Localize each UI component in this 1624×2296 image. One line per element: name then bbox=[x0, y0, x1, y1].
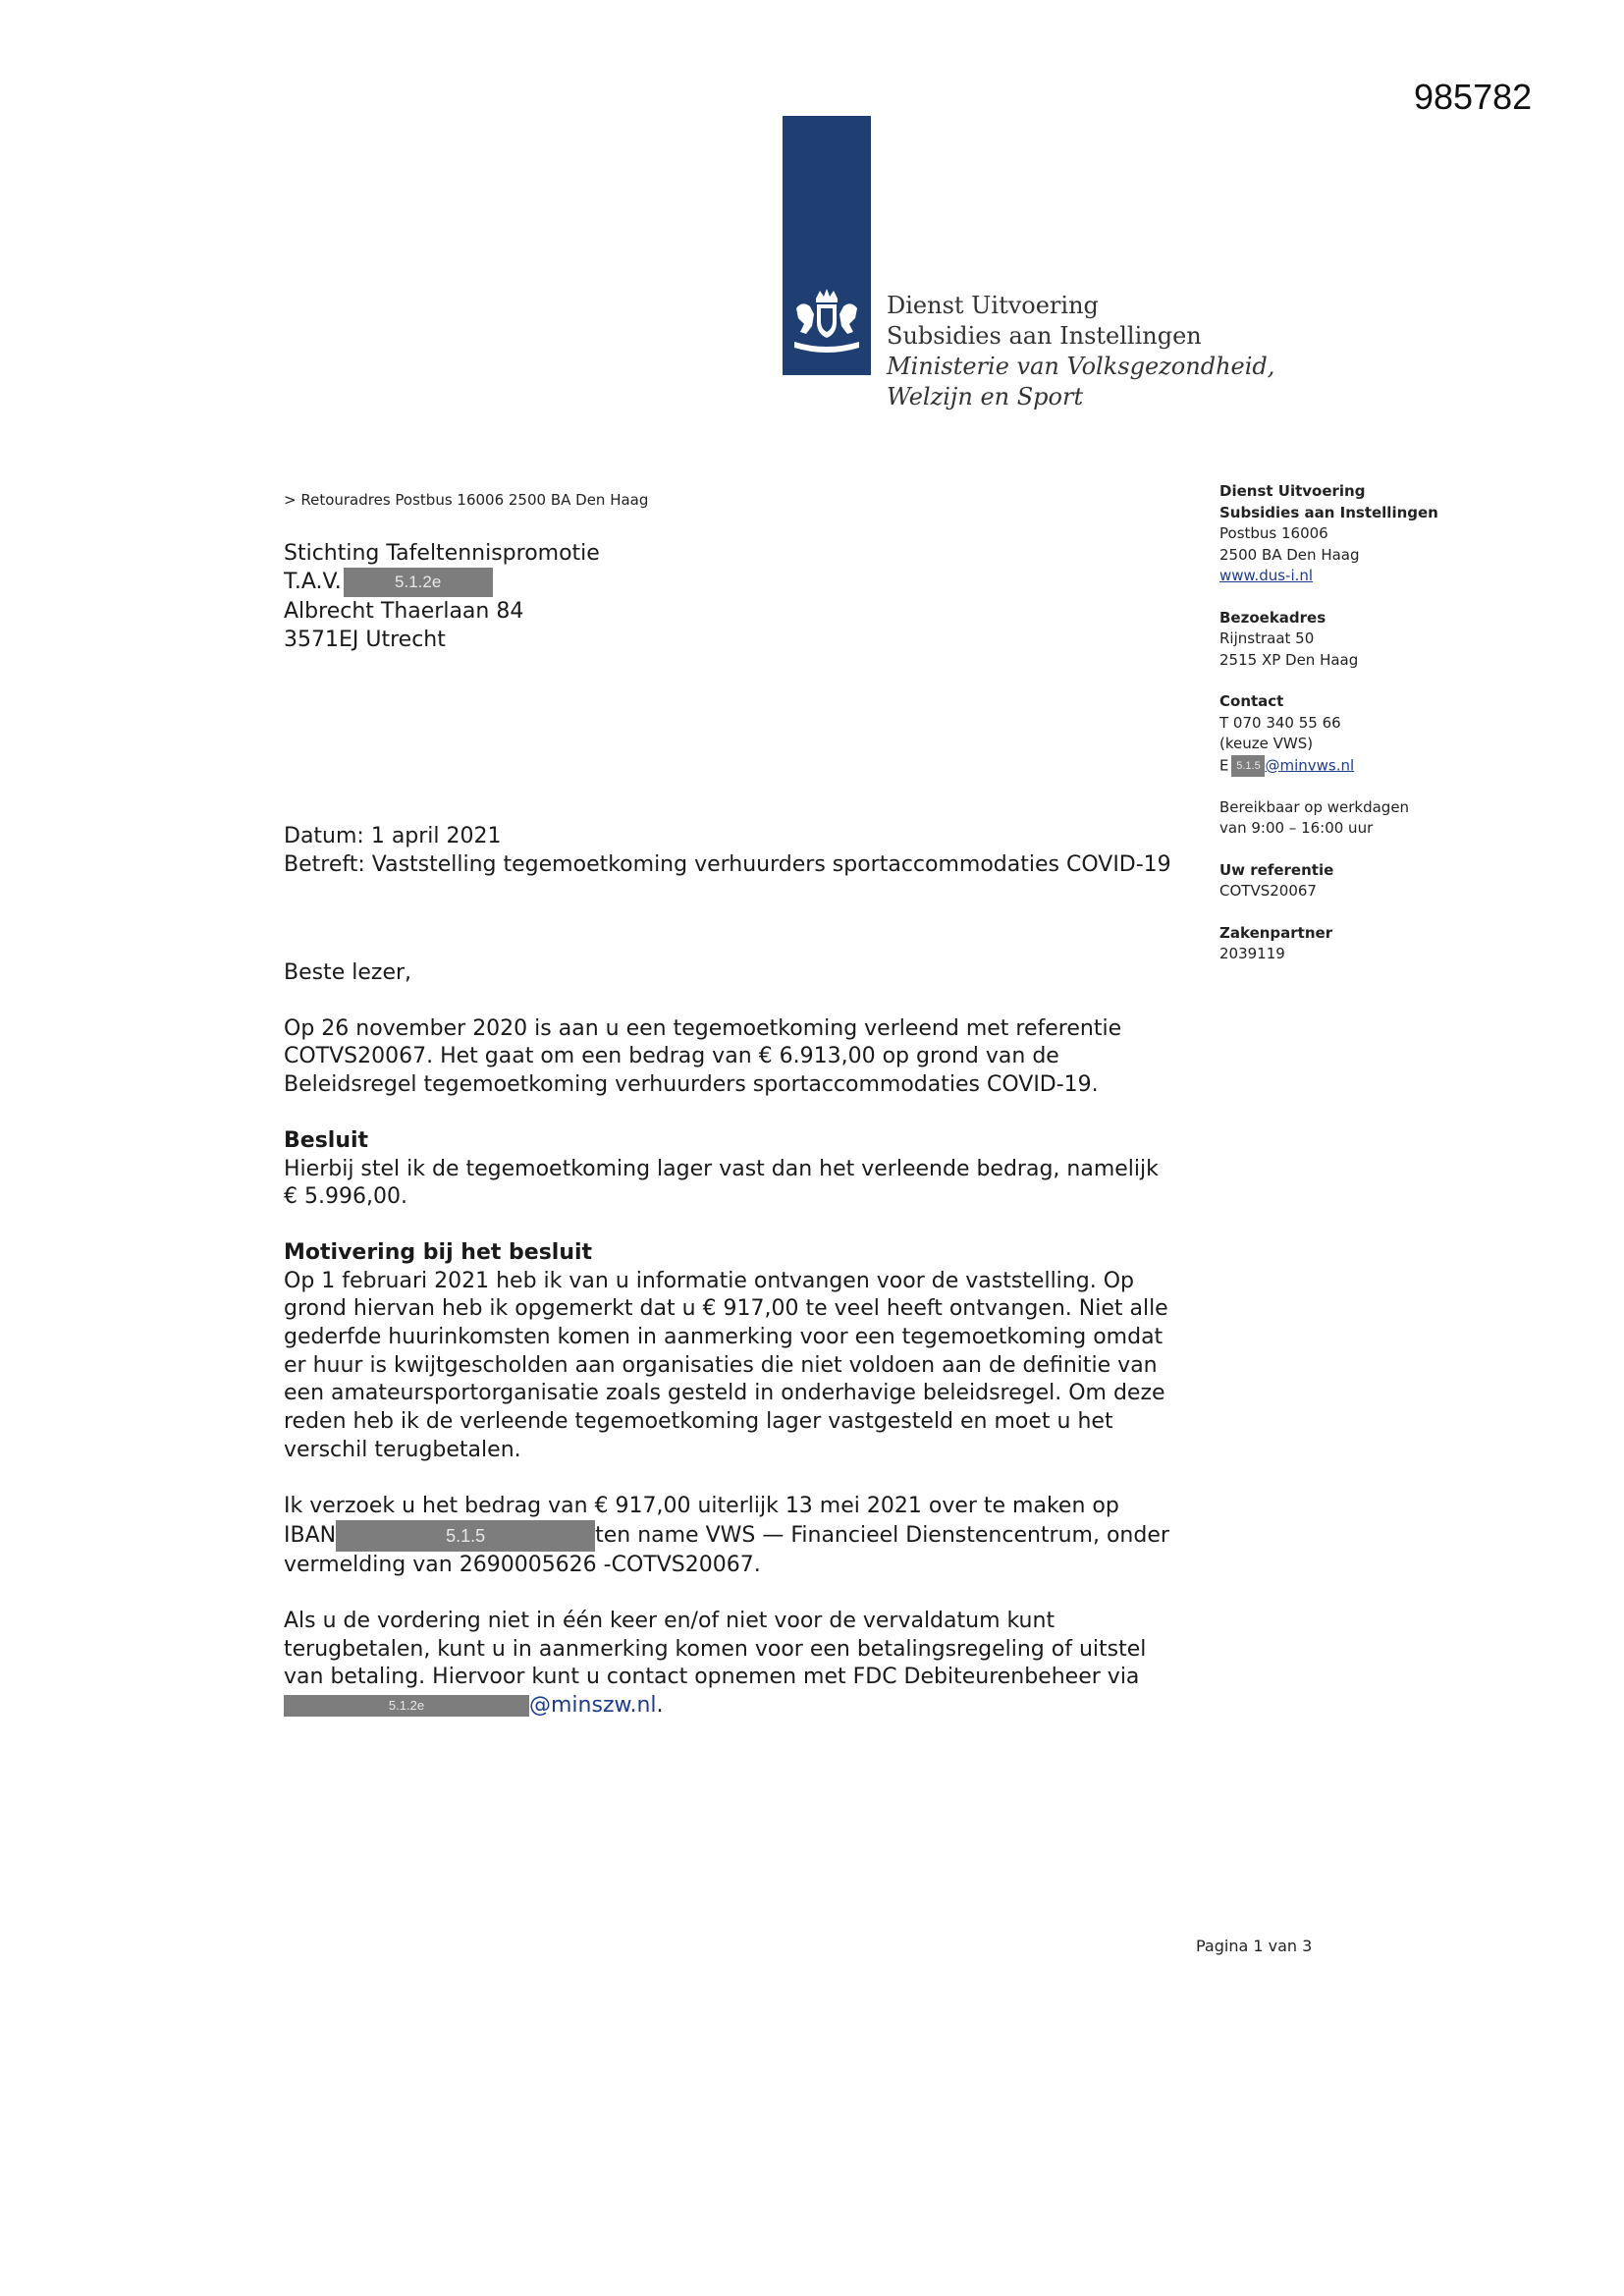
phone-number: T 070 340 55 66 bbox=[1219, 713, 1341, 732]
redaction-block: 5.1.2e bbox=[344, 568, 493, 597]
text-line: COTVS20067. Het gaat om een bedrag van € 6.913,00 op grond van de bbox=[284, 1044, 1059, 1069]
sidebar-heading: Uw referentie bbox=[1219, 860, 1334, 879]
redaction-block: 5.1.2e bbox=[284, 1695, 529, 1717]
recipient-name: Stichting Tafeltennispromotie bbox=[284, 541, 600, 566]
arrangement-paragraph bbox=[284, 1608, 1187, 1721]
sidebar-text: van 9:00 – 16:00 uur bbox=[1219, 819, 1374, 837]
contact-email bbox=[1219, 755, 1475, 777]
text-line: reden heb ik de verleende tegemoetkoming lager vastgesteld en moet u het bbox=[284, 1409, 1113, 1435]
coat-of-arms-icon bbox=[790, 287, 863, 357]
text-line: gederfde huurinkomsten komen in aanmerking voor een tegemoetkoming omdat bbox=[284, 1325, 1164, 1350]
logo-line: Dienst Uitvoering bbox=[887, 292, 1099, 319]
text-line: een amateursportorganisatie zoals gesteld in onderhavige beleidsregel. Om deze bbox=[284, 1381, 1165, 1406]
text-line: van betaling. Hiervoor kunt u contact opnemen met FDC Debiteurenbeheer via bbox=[284, 1665, 1140, 1690]
logo-line: Ministerie van Volksgezondheid, bbox=[887, 353, 1275, 380]
sidebar-text: 2039119 bbox=[1219, 945, 1285, 962]
partner-block bbox=[1219, 923, 1475, 965]
rijksoverheid-logo bbox=[783, 116, 871, 375]
recipient-street: Albrecht Thaerlaan 84 bbox=[284, 599, 524, 624]
text-line: grond hiervan heb ik opgemerkt dat u € 917,00 te veel heeft ontvangen. Niet alle bbox=[284, 1296, 1168, 1322]
return-address: > Retouradres Postbus 16006 2500 BA Den Haag bbox=[284, 491, 649, 509]
sidebar-heading: Zakenpartner bbox=[1219, 923, 1333, 942]
text-line: Ik verzoek u het bedrag van € 917,00 uiterlijk 13 mei 2021 over te maken op bbox=[284, 1493, 1119, 1518]
document-number: 985782 bbox=[1414, 77, 1533, 117]
text-line: er huur is kwijtgescholden aan organisaties die niet voldoen aan de definitie van bbox=[284, 1352, 1158, 1378]
letter-subject: Betreft: Vaststelling tegemoetkoming verhuurders sportaccommodaties COVID-19 bbox=[284, 852, 1171, 877]
motivation-section bbox=[284, 1239, 1187, 1465]
sidebar-text: 2500 BA Den Haag bbox=[1219, 545, 1360, 564]
intro-paragraph bbox=[284, 1015, 1187, 1100]
text-fragment: . bbox=[656, 1693, 664, 1719]
section-heading: Motivering bij het besluit bbox=[284, 1239, 593, 1265]
email-prefix: E bbox=[1219, 756, 1229, 774]
text-line: Op 26 november 2020 is aan u een tegemoetkoming verleend met referentie bbox=[284, 1015, 1122, 1041]
sidebar-heading: Contact bbox=[1219, 692, 1284, 710]
attention-prefix: T.A.V. bbox=[284, 570, 342, 594]
recipient-attention bbox=[284, 568, 600, 597]
sidebar-heading: Dienst Uitvoering bbox=[1219, 482, 1366, 500]
page-number: Pagina 1 van 3 bbox=[1196, 1937, 1313, 1955]
reference-block bbox=[1219, 860, 1475, 902]
website-link[interactable]: www.dus-i.nl bbox=[1219, 567, 1314, 584]
text-line: terugbetalen, kunt u in aanmerking komen voor een betalingsregeling of uitstel bbox=[284, 1636, 1147, 1662]
visit-address-block bbox=[1219, 608, 1475, 672]
phone-note: (keuze VWS) bbox=[1219, 735, 1314, 752]
email-link[interactable]: @minvws.nl bbox=[1265, 756, 1355, 774]
letter-meta bbox=[284, 822, 1171, 879]
text-line: Als u de vordering niet in één keer en/of niet voor de vervaldatum kunt bbox=[284, 1608, 1056, 1633]
sidebar-text: Bereikbaar op werkdagen bbox=[1219, 797, 1410, 816]
payment-paragraph bbox=[284, 1493, 1187, 1580]
iban-line bbox=[284, 1523, 1169, 1548]
section-heading: Besluit bbox=[284, 1127, 369, 1153]
iban-prefix: IBAN bbox=[284, 1523, 337, 1549]
recipient-city: 3571EJ Utrecht bbox=[284, 628, 446, 652]
sender-postal-block bbox=[1219, 481, 1475, 587]
letter-date: Datum: 1 april 2021 bbox=[284, 824, 502, 848]
text-line: Beleidsregel tegemoetkoming verhuurders sportaccommodaties COVID-19. bbox=[284, 1072, 1099, 1098]
text-line: € 5.996,00. bbox=[284, 1184, 407, 1210]
sidebar-text: COTVS20067 bbox=[1219, 882, 1317, 900]
opening-hours-block bbox=[1219, 797, 1475, 840]
sidebar-text: Postbus 16006 bbox=[1219, 524, 1328, 542]
letter-body bbox=[284, 959, 1187, 1748]
logo-line: Subsidies aan Instellingen bbox=[887, 322, 1202, 350]
sender-details-column bbox=[1219, 481, 1475, 986]
organisation-name bbox=[887, 291, 1274, 412]
redaction-block: 5.1.5 bbox=[336, 1520, 595, 1552]
text-line: verschil terugbetalen. bbox=[284, 1437, 521, 1462]
sidebar-text: Rijnstraat 50 bbox=[1219, 629, 1315, 647]
text-line: Op 1 februari 2021 heb ik van u informatie ontvangen voor de vaststelling. Op bbox=[284, 1268, 1134, 1293]
text-line: vermelding van 2690005626 -COTVS20067. bbox=[284, 1553, 761, 1578]
email-line bbox=[284, 1693, 664, 1718]
salutation: Beste lezer, bbox=[284, 960, 412, 985]
text-line: Hierbij stel ik de tegemoetkoming lager vast dan het verleende bedrag, namelijk bbox=[284, 1156, 1159, 1181]
recipient-address bbox=[284, 539, 600, 654]
text-fragment: ten name VWS — Financieel Dienstencentrum, onder bbox=[595, 1523, 1169, 1549]
decision-section bbox=[284, 1127, 1187, 1212]
sidebar-heading: Subsidies aan Instellingen bbox=[1219, 503, 1438, 521]
sidebar-text: 2515 XP Den Haag bbox=[1219, 650, 1359, 669]
email-link[interactable]: @minszw.nl bbox=[529, 1693, 657, 1719]
sidebar-heading: Bezoekadres bbox=[1219, 608, 1326, 627]
contact-block bbox=[1219, 691, 1475, 777]
redaction-block: 5.1.5 bbox=[1231, 755, 1265, 777]
logo-line: Welzijn en Sport bbox=[887, 383, 1084, 410]
